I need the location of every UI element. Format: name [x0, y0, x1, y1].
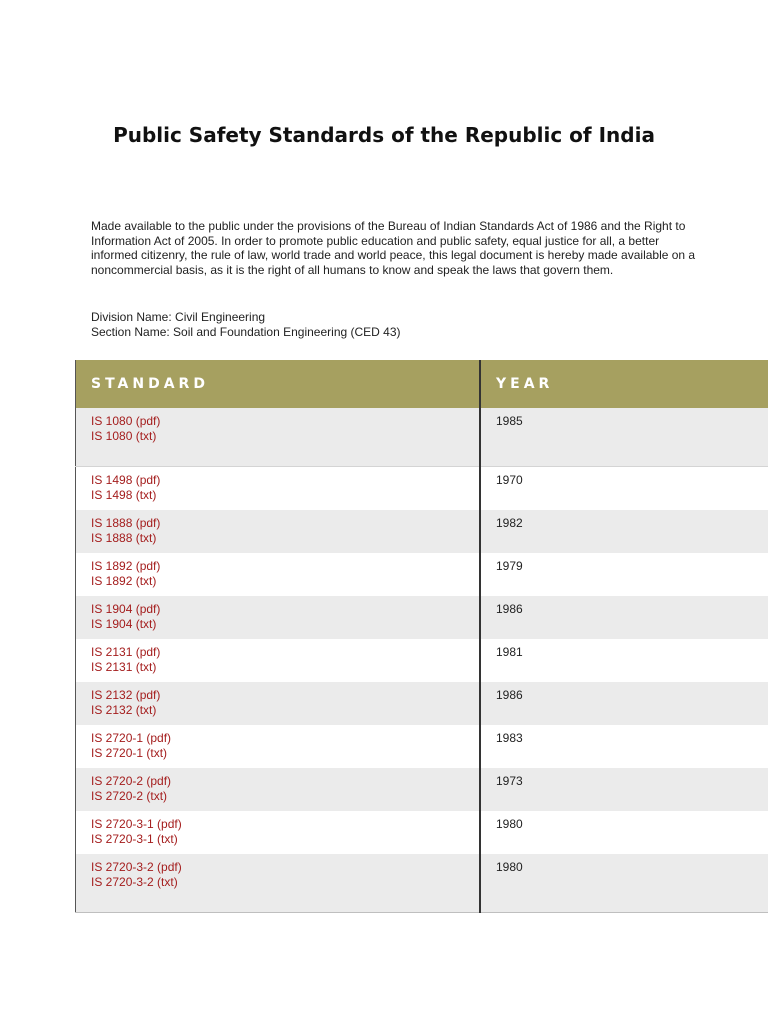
txt-link[interactable]: IS 1498 (txt) — [91, 488, 157, 502]
txt-link[interactable]: IS 2720-1 (txt) — [91, 746, 168, 760]
standards-table — [75, 360, 768, 913]
document-meta — [91, 310, 691, 340]
pdf-link[interactable]: IS 2131 (pdf) — [91, 645, 161, 659]
txt-link[interactable]: IS 1080 (txt) — [91, 429, 157, 443]
txt-link[interactable]: IS 1892 (txt) — [91, 574, 157, 588]
standard-cell — [76, 553, 481, 596]
division-name: Division Name: Civil Engineering — [91, 310, 266, 324]
standard-cell — [76, 854, 481, 913]
column-header-year: YEAR — [480, 360, 768, 408]
pdf-link[interactable]: IS 1888 (pdf) — [91, 516, 161, 530]
standard-cell — [76, 408, 481, 467]
table-row — [76, 596, 768, 639]
column-header-standard: STANDARD — [76, 360, 481, 408]
pdf-link[interactable]: IS 1498 (pdf) — [91, 473, 161, 487]
txt-link[interactable]: IS 1888 (txt) — [91, 531, 157, 545]
year-cell: 1980 — [480, 811, 768, 854]
standard-cell — [76, 682, 481, 725]
standard-cell — [76, 725, 481, 768]
year-cell: 1986 — [480, 596, 768, 639]
section-name: Section Name: Soil and Foundation Engineering (CED 43) — [91, 325, 401, 339]
pdf-link[interactable]: IS 2132 (pdf) — [91, 688, 161, 702]
pdf-link[interactable]: IS 1904 (pdf) — [91, 602, 161, 616]
table-row — [76, 510, 768, 553]
year-cell: 1986 — [480, 682, 768, 725]
table-row — [76, 467, 768, 511]
pdf-link[interactable]: IS 2720-1 (pdf) — [91, 731, 172, 745]
standard-cell — [76, 596, 481, 639]
table-row — [76, 854, 768, 913]
year-cell: 1981 — [480, 639, 768, 682]
standard-cell — [76, 639, 481, 682]
year-cell: 1973 — [480, 768, 768, 811]
intro-paragraph: Made available to the public under the provisions of the Bureau of Indian Standards Act of 1986 and the Right to Information Act of 2005. In order to promote public education and public safety, equal justice for all, a better informed citizenry, the rule of law, world trade and world peace, this legal document is hereby made available on a noncommercial basis, as it is the right of all humans to know and speak the laws that govern them. — [91, 219, 696, 277]
year-cell: 1985 — [480, 408, 768, 467]
table-row — [76, 682, 768, 725]
table-row — [76, 768, 768, 811]
table-row — [76, 811, 768, 854]
standard-cell — [76, 467, 481, 511]
standard-cell — [76, 768, 481, 811]
txt-link[interactable]: IS 2720-3-2 (txt) — [91, 875, 178, 889]
year-cell: 1980 — [480, 854, 768, 913]
txt-link[interactable]: IS 2720-2 (txt) — [91, 789, 168, 803]
txt-link[interactable]: IS 2132 (txt) — [91, 703, 157, 717]
table-row — [76, 553, 768, 596]
table-row — [76, 639, 768, 682]
table-header-row — [76, 360, 768, 408]
txt-link[interactable]: IS 1904 (txt) — [91, 617, 157, 631]
table-row — [76, 408, 768, 467]
table-row — [76, 725, 768, 768]
pdf-link[interactable]: IS 1080 (pdf) — [91, 414, 161, 428]
txt-link[interactable]: IS 2131 (txt) — [91, 660, 157, 674]
standard-cell — [76, 510, 481, 553]
year-cell: 1982 — [480, 510, 768, 553]
year-cell: 1970 — [480, 467, 768, 511]
txt-link[interactable]: IS 2720-3-1 (txt) — [91, 832, 178, 846]
year-cell: 1983 — [480, 725, 768, 768]
pdf-link[interactable]: IS 2720-3-1 (pdf) — [91, 817, 182, 831]
year-cell: 1979 — [480, 553, 768, 596]
pdf-link[interactable]: IS 2720-2 (pdf) — [91, 774, 172, 788]
standard-cell — [76, 811, 481, 854]
pdf-link[interactable]: IS 1892 (pdf) — [91, 559, 161, 573]
pdf-link[interactable]: IS 2720-3-2 (pdf) — [91, 860, 182, 874]
page-title: Public Safety Standards of the Republic of India — [113, 123, 655, 147]
